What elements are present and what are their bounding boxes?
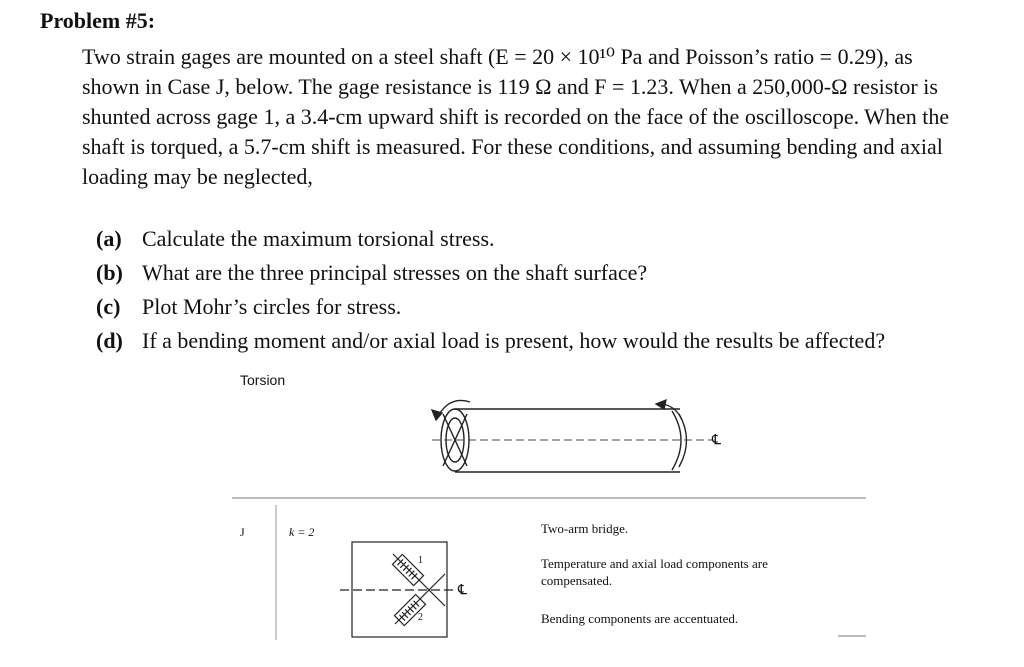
note-bending: Bending components are accentuated. [541, 611, 739, 626]
question-label: (d) [96, 328, 123, 353]
gage-1-label: 1 [418, 555, 423, 566]
centerline-label-bottom: ℄ [458, 583, 467, 598]
centerline-label-top: ℄ [712, 433, 721, 448]
figure-title: Torsion [240, 372, 286, 388]
note-compensated: Temperature and axial load components are compensated. [541, 556, 768, 588]
k-value: k = 2 [289, 525, 315, 539]
question-label: (a) [96, 226, 122, 251]
problem-paragraph: Two strain gages are mounted on a steel shaft (E = 20 × 10¹⁰ Pa and Poisson’s ratio = 0.29), as shown in Case J, below. The gage resistance is 119 Ω and F = 1.23. When a 250,000-Ω resistor is shunted across gage 1, a 3.4-cm upward shift is recorded on the face of the oscilloscope. When the shaft is torqued, a 5.7-cm shift is measured. For these conditions, and assuming bending and axial loading may be neglected, [82, 44, 950, 189]
problem-title: Problem #5: [40, 8, 156, 33]
gage-diagram [340, 542, 455, 637]
question-label: (b) [96, 260, 123, 285]
gage-2-label: 2 [418, 612, 423, 623]
case-letter: J [240, 525, 245, 539]
question-text: Calculate the maximum torsional stress. [142, 226, 495, 251]
question-text: Plot Mohr’s circles for stress. [142, 294, 402, 319]
question-text: What are the three principal stresses on the shaft surface? [142, 260, 648, 285]
torque-arrow-icon [432, 400, 682, 420]
note-bridge: Two-arm bridge. [541, 521, 629, 536]
question-text: If a bending moment and/or axial load is present, how would the results be affected? [142, 328, 886, 353]
question-label: (c) [96, 294, 121, 319]
